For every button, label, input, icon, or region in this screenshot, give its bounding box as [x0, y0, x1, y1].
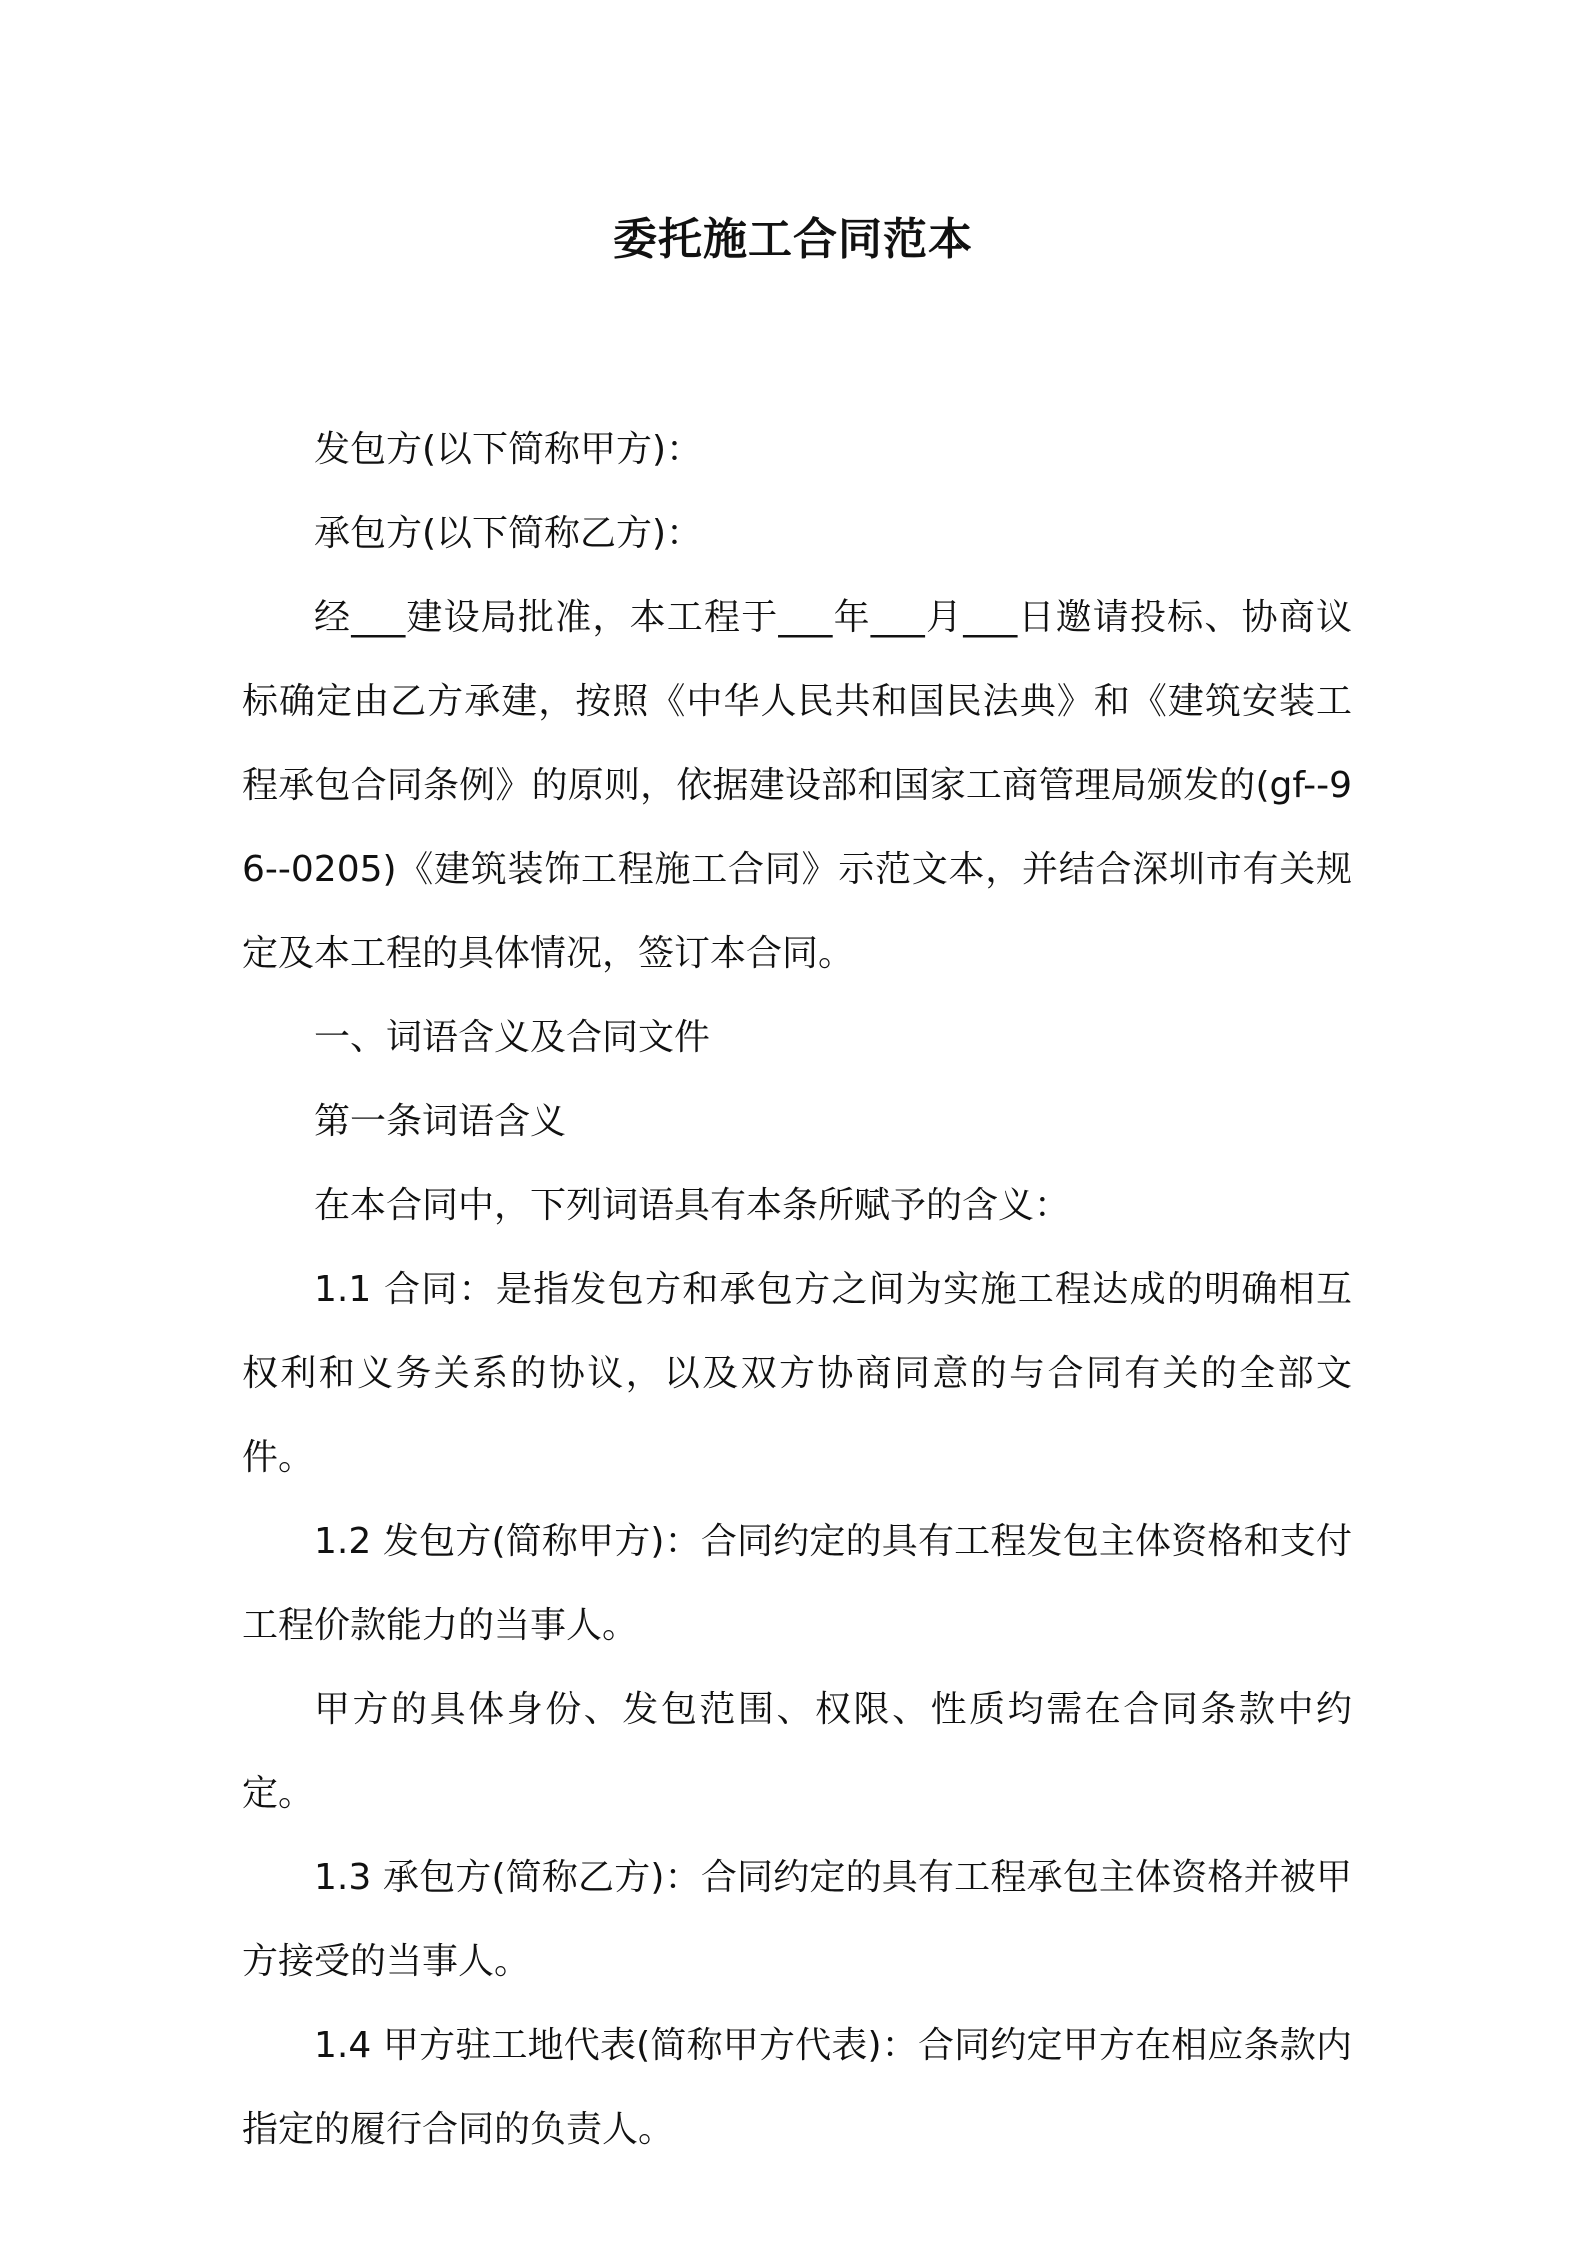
paragraph-party-a: 发包方(以下简称甲方)：: [314, 429, 703, 470]
clause-1-1: 1.1 合同：是指发包方和承包方之间为实施工程达成的明确相互权利和义务关系的协议，以及双方协商同意的与合同有关的全部文件。: [242, 1269, 1352, 1478]
section-heading-1: 一、词语含义及合同文件: [314, 1017, 711, 1058]
clause-1-3: 1.3 承包方(简称乙方)：合同约定的具有工程承包主体资格并被甲方接受的当事人。: [242, 1857, 1352, 1982]
document-body: [242, 408, 1352, 2172]
clause-1-2: 1.2 发包方(简称甲方)：合同约定的具有工程发包主体资格和支付工程价款能力的当事人。: [242, 1521, 1352, 1646]
paragraph-party-a-details: 甲方的具体身份、发包范围、权限、性质均需在合同条款中约定。: [242, 1689, 1352, 1814]
clause-1-4: 1.4 甲方驻工地代表(简称甲方代表)：合同约定甲方在相应条款内指定的履行合同的负责人。: [242, 2025, 1352, 2150]
paragraph-party-b: 承包方(以下简称乙方)：: [314, 513, 703, 554]
article-heading-1: 第一条词语含义: [314, 1101, 567, 1142]
document-title: 委托施工合同范本: [613, 214, 973, 265]
paragraph-definitions-intro: 在本合同中，下列词语具有本条所赋予的含义：: [314, 1185, 1071, 1226]
paragraph-preamble: 经___建设局批准，本工程于___年___月___日邀请投标、协商议标确定由乙方承建，按照《中华人民共和国民法典》和《建筑安装工程承包合同条例》的原则，依据建设部和国家工商管理局颁发的(gf--96--0205)《建筑装饰工程施工合同》示范文本，并结合深圳市有关规定及本工程的具体情况，签订本合同。: [242, 597, 1352, 974]
